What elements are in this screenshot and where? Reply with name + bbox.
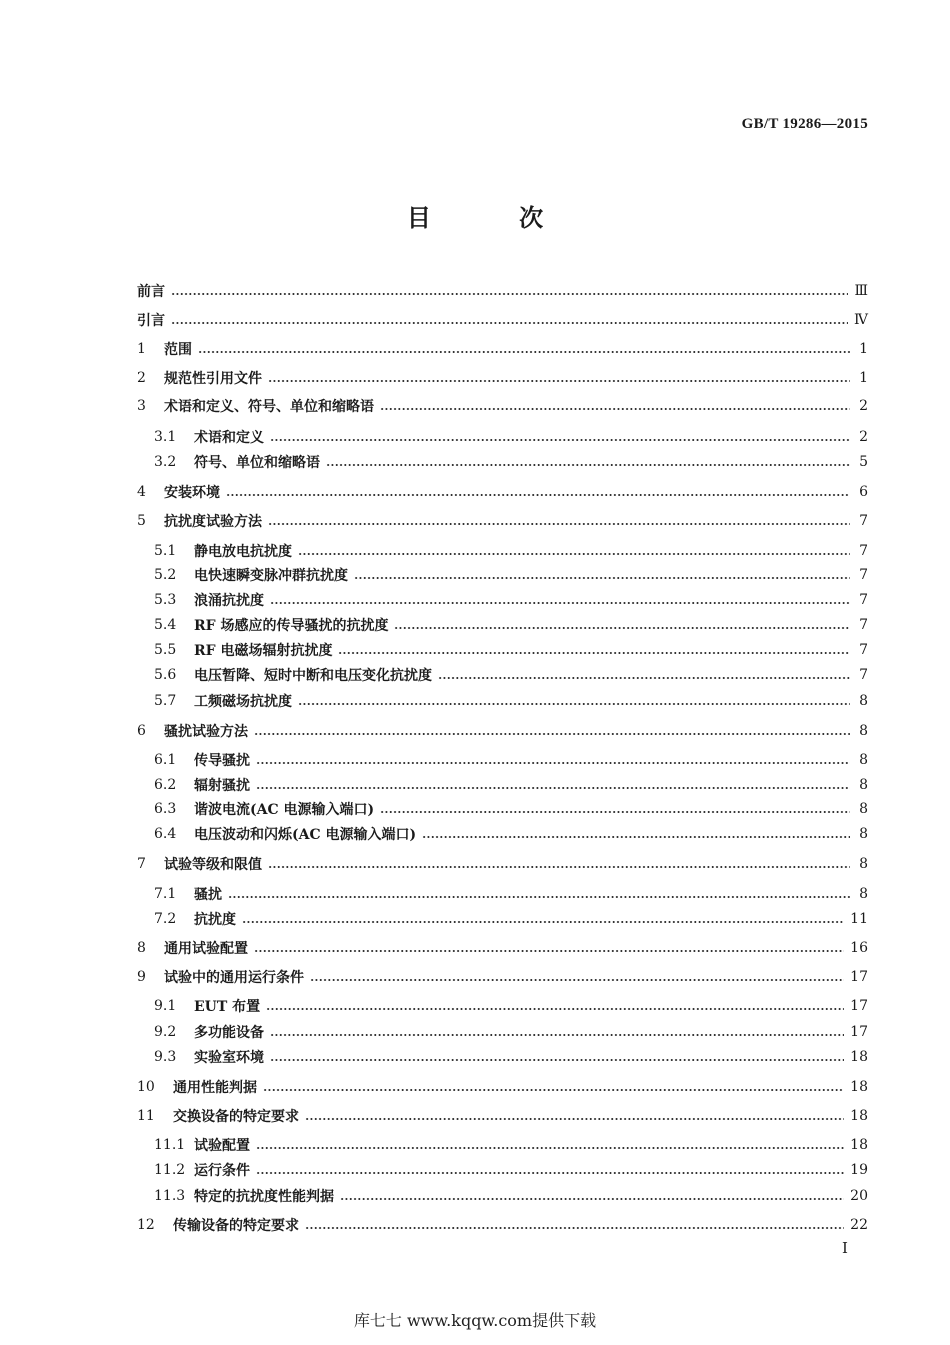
- page-title: 目 次: [406, 203, 584, 232]
- dot-leader: [338, 652, 850, 654]
- toc-entry-number: 6.1: [154, 752, 177, 768]
- toc-entry[interactable]: [154, 749, 868, 771]
- toc-entry-number: 5.6: [154, 667, 177, 683]
- toc-entry[interactable]: [137, 966, 868, 988]
- download-footer: 库七七 www.kqqw.com提供下载: [353, 1311, 597, 1330]
- toc-entry-number: 5.7: [154, 693, 177, 709]
- dot-leader: [298, 553, 850, 555]
- toc-entry[interactable]: [137, 395, 868, 417]
- page-number: I: [842, 1239, 848, 1257]
- toc-entry-number: 9.2: [154, 1024, 177, 1040]
- dot-leader: [242, 921, 844, 923]
- dot-leader: [380, 811, 850, 813]
- toc-entry-page: 1: [859, 370, 868, 386]
- toc-entry-number: 7.1: [154, 886, 177, 902]
- toc-entry-page: 2: [859, 429, 868, 445]
- toc-entry-number: 6.3: [154, 801, 177, 817]
- toc-entry-number: 3.1: [154, 429, 177, 445]
- dot-leader: [305, 1118, 844, 1120]
- toc-entry-label: 谐波电流(AC 电源输入端口): [194, 802, 375, 818]
- toc-entry[interactable]: [154, 798, 868, 820]
- toc-entry-page: 7: [859, 642, 868, 658]
- toc-entry-page: 7: [859, 567, 868, 583]
- toc-entry-label: 规范性引用文件: [164, 371, 262, 387]
- toc-entry-label: 试验配置: [194, 1138, 250, 1154]
- toc-entry-label: 骚扰: [194, 887, 222, 903]
- toc-entry-label: 辐射骚扰: [194, 778, 250, 794]
- dot-leader: [268, 866, 850, 868]
- toc-entry-label: 抗扰度试验方法: [164, 514, 262, 530]
- toc-entry-label: 多功能设备: [194, 1025, 264, 1041]
- toc-entry-number: 5.1: [154, 543, 177, 559]
- toc-entry[interactable]: [137, 280, 868, 302]
- toc-entry-number: 8: [137, 940, 146, 956]
- toc-entry[interactable]: [137, 853, 868, 875]
- toc-entry-number: 11: [137, 1108, 155, 1124]
- toc-entry-label: EUT 布置: [194, 999, 261, 1015]
- dot-leader: [354, 577, 850, 579]
- toc-entry-label: 运行条件: [194, 1163, 250, 1179]
- toc-entry-label: 传输设备的特定要求: [173, 1218, 299, 1234]
- toc-entry[interactable]: [154, 1046, 868, 1068]
- toc-entry-label: 安装环境: [164, 485, 220, 501]
- toc-entry-page: 17: [850, 969, 868, 985]
- dot-leader: [171, 293, 848, 295]
- toc-entry[interactable]: [154, 1021, 868, 1043]
- dot-leader: [256, 762, 850, 764]
- dot-leader: [256, 1172, 844, 1174]
- dot-leader: [268, 380, 850, 382]
- toc-entry-label: 符号、单位和缩略语: [194, 455, 320, 471]
- toc-entry-number: 5.4: [154, 617, 177, 633]
- dot-leader: [256, 787, 850, 789]
- toc-entry-number: 6.4: [154, 826, 177, 842]
- dot-leader: [270, 1059, 844, 1061]
- toc-entry-page: 6: [859, 484, 868, 500]
- dot-leader: [394, 627, 850, 629]
- toc-entry-page: 8: [859, 693, 868, 709]
- toc-entry[interactable]: [154, 823, 868, 845]
- toc-entry[interactable]: [154, 774, 868, 796]
- toc-entry-page: 22: [850, 1217, 868, 1233]
- toc-entry[interactable]: [154, 690, 868, 712]
- dot-leader: [380, 408, 850, 410]
- toc-entry-label: 交换设备的特定要求: [173, 1109, 299, 1125]
- dot-leader: [268, 523, 850, 525]
- toc-entry[interactable]: [154, 426, 868, 448]
- toc-entry[interactable]: [154, 540, 868, 562]
- toc-entry[interactable]: [137, 338, 868, 360]
- toc-entry-label: 术语和定义、符号、单位和缩略语: [164, 399, 374, 415]
- toc-entry[interactable]: [137, 1076, 868, 1098]
- toc-entry[interactable]: [154, 1185, 868, 1207]
- toc-entry-label: 骚扰试验方法: [164, 724, 248, 740]
- toc-entry-number: 10: [137, 1079, 155, 1095]
- dot-leader: [270, 1034, 844, 1036]
- toc-entry-label: RF 电磁场辐射抗扰度: [194, 643, 333, 659]
- toc-entry-label: 电压暂降、短时中断和电压变化抗扰度: [194, 668, 432, 684]
- toc-entry-number: 6.2: [154, 777, 177, 793]
- toc-entry-number: 12: [137, 1217, 155, 1233]
- dot-leader: [422, 836, 850, 838]
- dot-leader: [305, 1227, 844, 1229]
- toc-entry-page: 8: [859, 826, 868, 842]
- toc-entry-number: 11.3: [154, 1188, 186, 1204]
- toc-entry-page: 11: [850, 911, 868, 927]
- toc-entry[interactable]: [154, 1159, 868, 1181]
- toc-entry[interactable]: [154, 564, 868, 586]
- toc-entry-number: 6: [137, 723, 146, 739]
- toc-entry-page: 1: [859, 341, 868, 357]
- dot-leader: [226, 494, 850, 496]
- toc-entry[interactable]: [154, 589, 868, 611]
- toc-entry-number: 9.3: [154, 1049, 177, 1065]
- dot-leader: [438, 677, 850, 679]
- toc-entry-page: 8: [859, 886, 868, 902]
- dot-leader: [298, 703, 850, 705]
- toc-entry-label: 传导骚扰: [194, 753, 250, 769]
- toc-entry-number: 5.3: [154, 592, 177, 608]
- toc-entry[interactable]: [137, 720, 868, 742]
- toc-entry-page: 19: [850, 1162, 868, 1178]
- toc-entry[interactable]: [137, 937, 868, 959]
- toc-entry-page: 17: [850, 1024, 868, 1040]
- toc-entry-number: 9.1: [154, 998, 177, 1014]
- toc-entry-number: 7.2: [154, 911, 177, 927]
- toc-entry-number: 1: [137, 341, 146, 357]
- toc-entry-page: 18: [850, 1049, 868, 1065]
- toc-entry-page: 7: [859, 543, 868, 559]
- toc-entry-page: 20: [850, 1188, 868, 1204]
- toc-entry[interactable]: [137, 1105, 868, 1127]
- toc-entry-page: 16: [850, 940, 868, 956]
- dot-leader: [326, 464, 850, 466]
- toc-entry-label: 前言: [137, 284, 165, 300]
- toc-entry-page: 8: [859, 723, 868, 739]
- toc-entry-number: 7: [137, 856, 146, 872]
- dot-leader: [340, 1198, 844, 1200]
- toc-entry-page: 7: [859, 513, 868, 529]
- toc-entry-page: 2: [859, 398, 868, 414]
- toc-entry-number: 11.1: [154, 1137, 186, 1153]
- toc-entry-number: 11.2: [154, 1162, 186, 1178]
- dot-leader: [270, 602, 850, 604]
- toc-entry[interactable]: [154, 1134, 868, 1156]
- toc-entry-page: 7: [859, 667, 868, 683]
- toc-entry-number: 5.2: [154, 567, 177, 583]
- toc-entry[interactable]: [137, 510, 868, 532]
- toc-entry-label: 静电放电抗扰度: [194, 544, 292, 560]
- dot-leader: [256, 1147, 844, 1149]
- dot-leader: [266, 1008, 844, 1010]
- toc-entry[interactable]: [137, 367, 868, 389]
- toc-entry-number: 3: [137, 398, 146, 414]
- standard-code: GB/T 19286—2015: [741, 116, 868, 132]
- toc-entry-page: 18: [850, 1137, 868, 1153]
- dot-leader: [198, 351, 850, 353]
- toc-entry-page: 8: [859, 752, 868, 768]
- toc-entry-label: 引言: [137, 313, 165, 329]
- toc-entry-label: 范围: [164, 342, 192, 358]
- toc-entry-label: 抗扰度: [194, 912, 236, 928]
- toc-entry-label: RF 场感应的传导骚扰的抗扰度: [194, 618, 389, 634]
- dot-leader: [254, 950, 844, 952]
- toc-entry-page: 8: [859, 856, 868, 872]
- toc-entry-label: 实验室环境: [194, 1050, 264, 1066]
- toc-entry-page: 8: [859, 801, 868, 817]
- toc-entry[interactable]: [154, 664, 868, 686]
- toc-entry-page: Ⅳ: [854, 312, 868, 328]
- toc-entry-page: 17: [850, 998, 868, 1014]
- toc-entry-number: 5.5: [154, 642, 177, 658]
- toc-entry-label: 通用试验配置: [164, 941, 248, 957]
- toc-entry[interactable]: [154, 883, 868, 905]
- toc-entry-number: 4: [137, 484, 146, 500]
- toc-entry[interactable]: [154, 908, 868, 930]
- toc-entry-page: 7: [859, 592, 868, 608]
- dot-leader: [254, 733, 850, 735]
- dot-leader: [270, 439, 850, 441]
- toc-entry-number: 3.2: [154, 454, 177, 470]
- toc-entry-number: 2: [137, 370, 146, 386]
- toc-entry-label: 工频磁场抗扰度: [194, 694, 292, 710]
- toc-entry[interactable]: [137, 481, 868, 503]
- toc-entry-number: 9: [137, 969, 146, 985]
- toc-entry-page: 18: [850, 1079, 868, 1095]
- toc-entry[interactable]: [154, 995, 868, 1017]
- toc-entry[interactable]: [154, 614, 868, 636]
- toc-entry[interactable]: [137, 309, 868, 331]
- toc-entry-page: Ⅲ: [854, 283, 868, 299]
- toc-entry-page: 7: [859, 617, 868, 633]
- toc-entry-label: 特定的抗扰度性能判据: [194, 1189, 334, 1205]
- toc-entry-label: 电压波动和闪烁(AC 电源输入端口): [194, 827, 417, 843]
- toc-entry[interactable]: [137, 1214, 868, 1236]
- toc-entry-label: 电快速瞬变脉冲群抗扰度: [194, 568, 348, 584]
- dot-leader: [310, 979, 844, 981]
- toc-entry-label: 试验中的通用运行条件: [164, 970, 304, 986]
- toc-entry[interactable]: [154, 451, 868, 473]
- dot-leader: [171, 322, 848, 324]
- toc-entry-page: 8: [859, 777, 868, 793]
- toc-entry-label: 通用性能判据: [173, 1080, 257, 1096]
- dot-leader: [263, 1089, 844, 1091]
- toc-entry-label: 浪涌抗扰度: [194, 593, 264, 609]
- toc-entry-page: 5: [859, 454, 868, 470]
- dot-leader: [228, 896, 850, 898]
- toc-entry[interactable]: [154, 639, 868, 661]
- toc-entry-page: 18: [850, 1108, 868, 1124]
- toc-entry-label: 试验等级和限值: [164, 857, 262, 873]
- toc-entry-label: 术语和定义: [194, 430, 264, 446]
- toc-entry-number: 5: [137, 513, 146, 529]
